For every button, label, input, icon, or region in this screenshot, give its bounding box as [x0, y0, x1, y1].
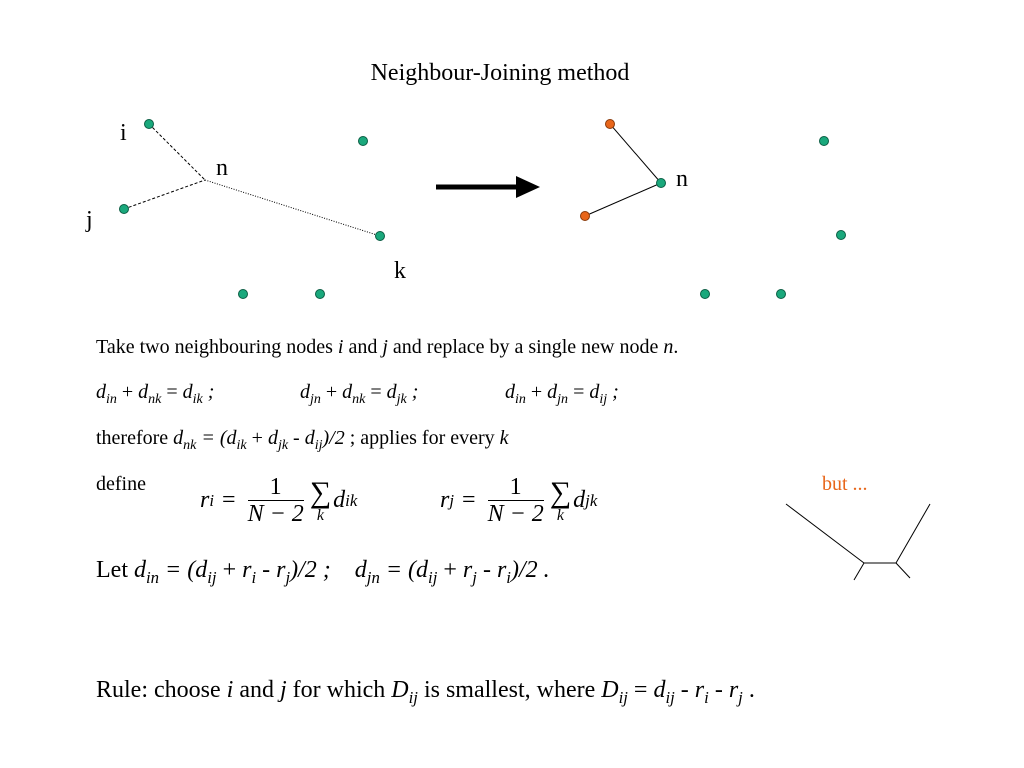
node-k — [376, 232, 385, 241]
equation-in-nk: $d_{in} + d_{nk} = d_{ik}$ ; — [96, 381, 215, 407]
slide-title: Neighbour-Joining method — [370, 60, 630, 86]
tree-sketch — [780, 500, 940, 590]
equation-in-jn: $d_{in} + d_{jn} = d_{ij}$ ; — [505, 381, 619, 407]
edge-i-n — [149, 124, 205, 180]
label-k: k — [394, 258, 406, 284]
node-bottom-1 — [239, 290, 248, 299]
text-line-rule: Rule: choose i and j for which $D_{ij}$ is smallest, where $D_{ij} = d_{ij} - r_i - r_j$ . — [96, 677, 755, 707]
text-define: define — [96, 473, 146, 495]
arrow-head — [516, 176, 540, 198]
label-j: j — [86, 207, 93, 233]
equation-jn-nk: $d_{jn} + d_{nk} = d_{jk}$ ; — [300, 381, 419, 407]
text-but: but ... — [822, 473, 868, 495]
text-line-let: Let $d_{in} = (d_{ij} + r_i - r_j)/2$ ; $d_{jn} = (d_{ij} + r_j - r_i)/2$ . — [96, 557, 550, 587]
node-joined-2 — [581, 212, 590, 221]
text-line-take-two: Take two neighbouring nodes i and j and replace by a single new node n. — [96, 336, 679, 358]
label-n: n — [216, 155, 228, 181]
node-joined-1 — [606, 120, 615, 129]
node-right-top — [820, 137, 829, 146]
label-i: i — [120, 120, 127, 146]
edge-right-bottom — [585, 183, 661, 216]
text-line-therefore: therefore $d_{nk} = (d_{ik} + d_{jk} - d_{ij})/2$ ; applies for every k — [96, 427, 509, 453]
edge-n-k — [205, 180, 380, 236]
edge-j-n — [124, 180, 205, 209]
node-bottom-2 — [316, 290, 325, 299]
nj-diagram — [0, 0, 1024, 320]
formula-rj: r j = $\frac{1}{N - 2}$ ∑ k d jk — [440, 474, 598, 527]
node-j — [120, 205, 129, 214]
label-n-new: n — [676, 166, 688, 192]
formula-ri: r i = $\frac{1}{N - 2}$ ∑ k d ik — [200, 474, 358, 527]
node-n-new — [657, 179, 666, 188]
node-top — [359, 137, 368, 146]
node-right-bottom-1 — [701, 290, 710, 299]
node-i — [145, 120, 154, 129]
node-right-mid — [837, 231, 846, 240]
edge-right-top — [610, 124, 661, 183]
node-right-bottom-2 — [777, 290, 786, 299]
